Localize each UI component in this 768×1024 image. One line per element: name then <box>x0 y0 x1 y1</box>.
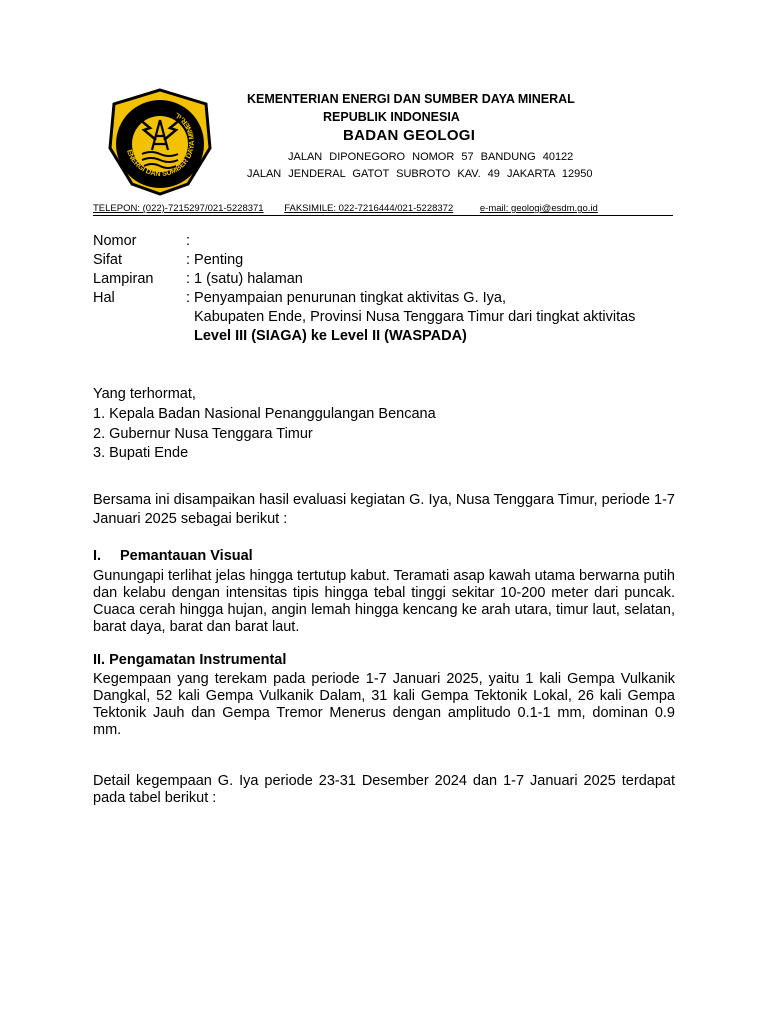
esdm-logo <box>106 88 214 196</box>
logo-ring-text: ENERGI DAN SUMBER DAYA MINERAL <box>125 110 197 179</box>
section2-text: Kegempaan yang terekam pada periode 1-7 Januari 2025, yaitu 1 kali Gempa Vulkanik Dangkal, 52 kali Gempa Vulkanik Dalam, 31 kali Gempa Tektonik Lokal, 26 kali Gempa Tektonik Jauh dan Gempa Tremor Menerus dengan amplitudo 0.1-1 mm, dominan 0.9 mm. <box>93 671 675 738</box>
sifat-value: : Penting <box>186 252 244 268</box>
hal-value-1: : Penyampaian penurunan tingkat aktivitas G. Iya, <box>186 290 506 306</box>
hal-label: Hal <box>93 290 115 306</box>
hal-value-2: Kabupaten Ende, Provinsi Nusa Tenggara Timur dari tingkat aktivitas <box>194 309 636 325</box>
recipient-item: 1. Kepala Badan Nasional Penanggulangan Bencana <box>93 406 436 422</box>
recipient-item: 2. Gubernur Nusa Tenggara Timur <box>93 426 313 442</box>
address-bandung: JALAN DIPONEGORO NOMOR 57 BANDUNG 40122 <box>288 151 574 163</box>
section1-number: I. <box>93 548 102 564</box>
email-text[interactable]: e-mail: geologi@esdm.go.id <box>479 203 598 214</box>
section2-title: II. Pengamatan Instrumental <box>93 652 287 668</box>
nomor-value: : <box>186 233 191 249</box>
agency-name: BADAN GEOLOGI <box>343 127 476 144</box>
phone-text: TELEPON: (022)-7215297/021-5228371 <box>93 203 264 214</box>
sifat-label: Sifat <box>93 252 123 268</box>
ministry-name: KEMENTERIAN ENERGI DAN SUMBER DAYA MINERAL <box>247 92 575 106</box>
address-jakarta: JALAN JENDERAL GATOT SUBROTO KAV. 49 JAKARTA 12950 <box>247 168 593 180</box>
detail-paragraph: Detail kegempaan G. Iya periode 23-31 Desember 2024 dan 1-7 Januari 2025 terdapat pada tabel berikut : <box>93 773 675 806</box>
intro-paragraph: Bersama ini disampaikan hasil evaluasi kegiatan G. Iya, Nusa Tenggara Timur, periode 1-7 Januari 2025 sebagai berikut : <box>93 492 675 527</box>
fax-text: FAKSIMILE: 022-7216444/021-5228372 <box>284 203 454 214</box>
lampiran-label: Lampiran <box>93 271 154 287</box>
recipient-item: 3. Bupati Ende <box>93 445 189 461</box>
country-name: REPUBLIK INDONESIA <box>323 110 460 124</box>
section1-text: Gunungapi terlihat jelas hingga tertutup kabut. Teramati asap kawah utama berwarna putih dan kelabu dengan intensitas tipis hingga tebal tinggi sekitar 10-200 meter dari puncak. Cuaca cerah hingga hujan, angin lemah hingga kencang ke arah utara, timur laut, selatan, barat daya, barat dan barat laut. <box>93 568 675 635</box>
hal-value-3: Level III (SIAGA) ke Level II (WASPADA) <box>194 328 467 344</box>
lampiran-value: : 1 (satu) halaman <box>186 271 303 287</box>
section1-title: Pemantauan Visual <box>120 548 253 564</box>
nomor-label: Nomor <box>93 233 137 249</box>
salutation: Yang terhormat, <box>93 386 196 402</box>
contact-line <box>93 203 673 216</box>
